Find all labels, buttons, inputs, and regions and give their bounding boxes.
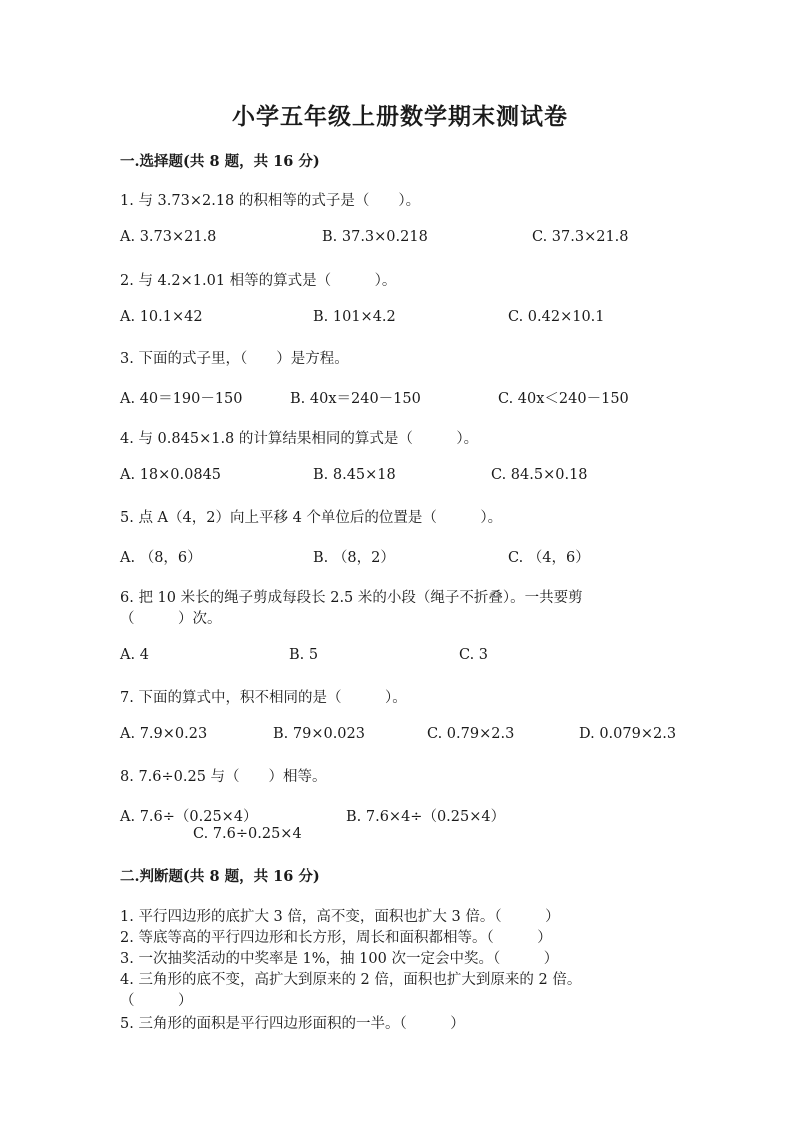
question-7-option-d: D. 0.079×2.3 bbox=[579, 726, 677, 742]
question-6-continued: （ ）次。 bbox=[120, 611, 222, 627]
question-7-option-c: C. 0.79×2.3 bbox=[427, 726, 515, 742]
question-2-option-c: C. 0.42×10.1 bbox=[508, 309, 605, 325]
question-1: 1. 与 3.73×2.18 的积相等的式子是（ ）。 bbox=[120, 193, 421, 209]
question-4: 4. 与 0.845×1.8 的计算结果相同的算式是（ ）。 bbox=[120, 431, 479, 447]
question-3: 3. 下面的式子里，（ ）是方程。 bbox=[120, 351, 349, 367]
question-2: 2. 与 4.2×1.01 相等的算式是（ ）。 bbox=[120, 273, 397, 289]
question-6: 6. 把 10 米长的绳子剪成每段长 2.5 米的小段（绳子不折叠）。一共要剪 bbox=[120, 590, 583, 606]
question-3-option-b: B. 40x＝240－150 bbox=[290, 391, 421, 407]
judgement-item-3: 3. 一次抽奖活动的中奖率是 1%，抽 100 次一定会中奖。（ ） bbox=[120, 951, 559, 967]
question-8-option-c: C. 7.6÷0.25×4 bbox=[193, 826, 302, 842]
question-8: 8. 7.6÷0.25 与（ ）相等。 bbox=[120, 769, 327, 785]
question-2-option-a: A. 10.1×42 bbox=[120, 309, 203, 325]
question-6-option-c: C. 3 bbox=[459, 647, 489, 663]
question-5-option-a: A. （8，6） bbox=[120, 550, 202, 566]
question-8-option-a: A. 7.6÷（0.25×4） bbox=[120, 809, 258, 825]
page-title: 小学五年级上册数学期末测试卷 bbox=[232, 103, 568, 130]
question-3-option-a: A. 40＝190－150 bbox=[120, 391, 243, 407]
question-5-option-c: C. （4，6） bbox=[508, 550, 590, 566]
judgement-item-5: 5. 三角形的面积是平行四边形面积的一半。（ ） bbox=[120, 1016, 465, 1032]
question-4-option-a: A. 18×0.0845 bbox=[120, 467, 222, 483]
question-3-option-c: C. 40x＜240－150 bbox=[498, 391, 629, 407]
question-1-option-b: B. 37.3×0.218 bbox=[322, 229, 428, 245]
question-7: 7. 下面的算式中，积不相同的是（ ）。 bbox=[120, 690, 407, 706]
question-5-option-b: B. （8，2） bbox=[313, 550, 395, 566]
judgement-item-4-continued: （ ） bbox=[120, 993, 193, 1009]
judgement-item-4: 4. 三角形的底不变，高扩大到原来的 2 倍，面积也扩大到原来的 2 倍。 bbox=[120, 972, 582, 988]
question-1-option-c: C. 37.3×21.8 bbox=[532, 229, 629, 245]
question-8-option-b: B. 7.6×4÷（0.25×4） bbox=[346, 809, 506, 825]
question-1-option-a: A. 3.73×21.8 bbox=[120, 229, 217, 245]
question-4-option-c: C. 84.5×0.18 bbox=[491, 467, 588, 483]
question-5: 5. 点 A（4，2）向上平移 4 个单位后的位置是（ ）。 bbox=[120, 510, 503, 526]
question-6-option-b: B. 5 bbox=[289, 647, 319, 663]
question-7-option-a: A. 7.9×0.23 bbox=[120, 726, 208, 742]
question-2-option-b: B. 101×4.2 bbox=[313, 309, 396, 325]
judgement-item-2: 2. 等底等高的平行四边形和长方形，周长和面积都相等。（ ） bbox=[120, 930, 552, 946]
question-7-option-b: B. 79×0.023 bbox=[273, 726, 365, 742]
judgement-item-1: 1. 平行四边形的底扩大 3 倍，高不变，面积也扩大 3 倍。（ ） bbox=[120, 909, 560, 925]
question-4-option-b: B. 8.45×18 bbox=[313, 467, 396, 483]
section-heading-judgement: 二.判断题(共 8 题，共 16 分) bbox=[120, 868, 320, 885]
question-6-option-a: A. 4 bbox=[120, 647, 149, 663]
section-heading-choice: 一.选择题(共 8 题，共 16 分) bbox=[120, 153, 320, 170]
